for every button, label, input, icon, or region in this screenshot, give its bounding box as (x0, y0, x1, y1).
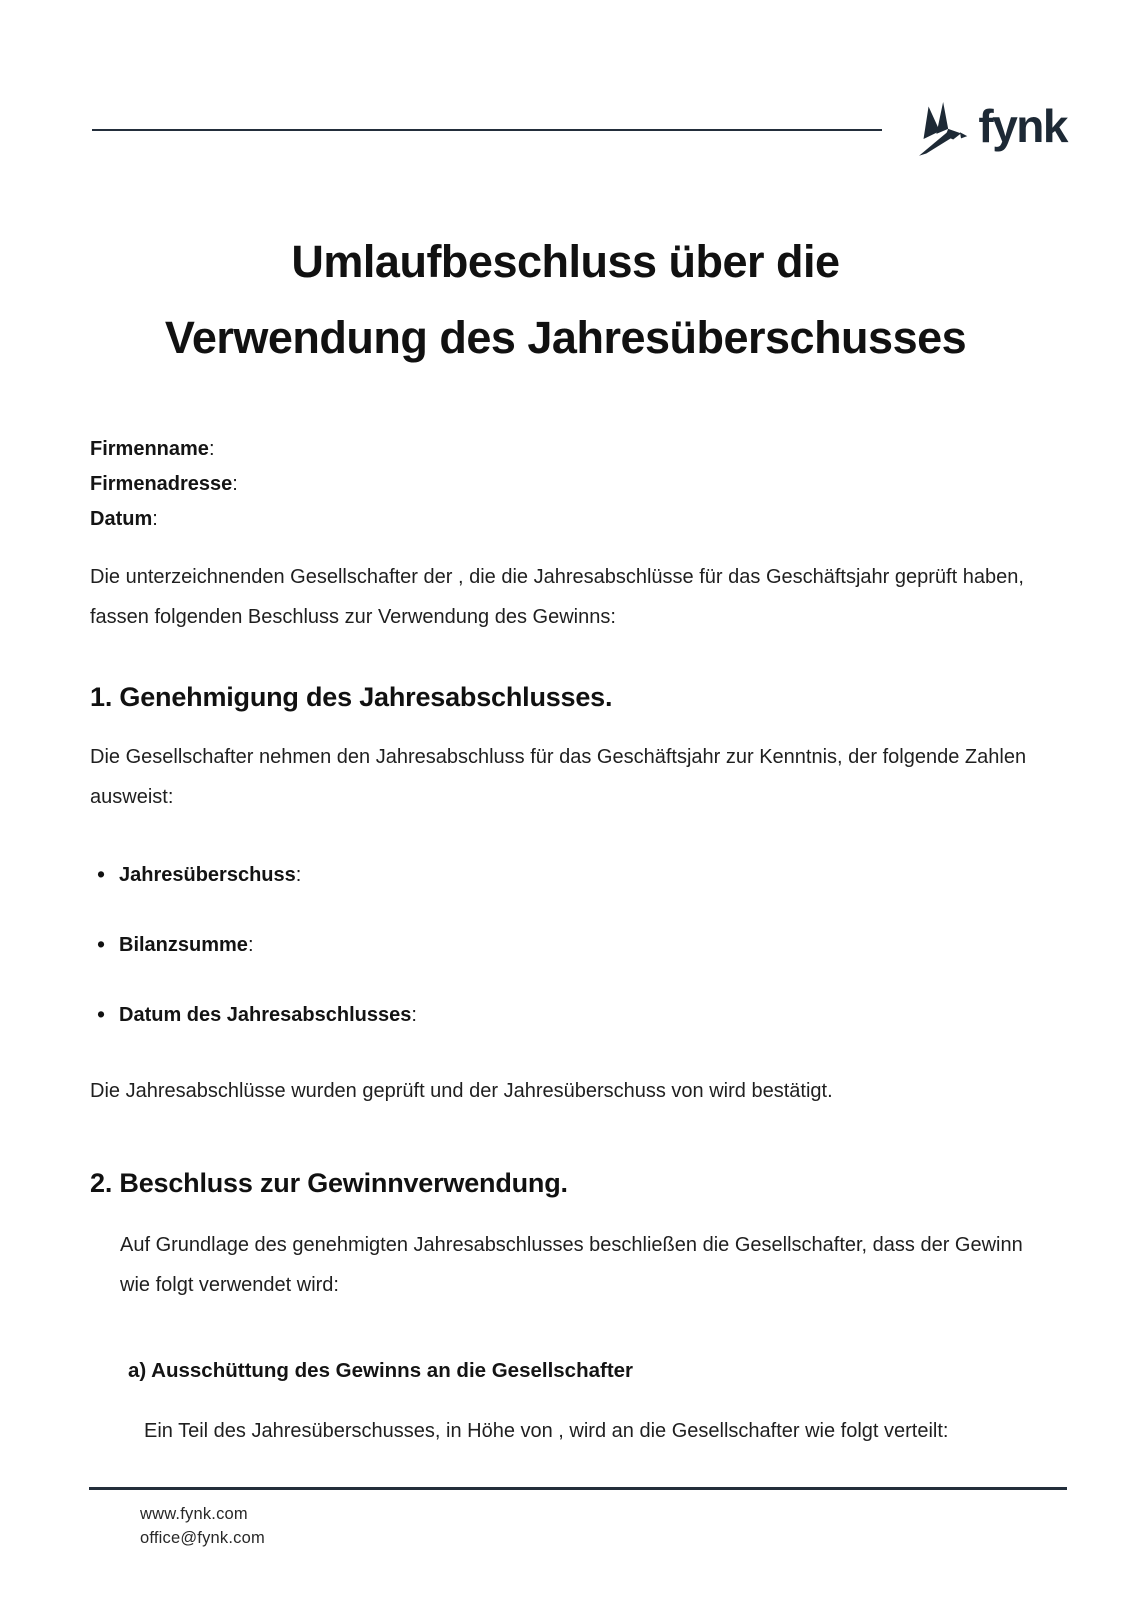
footer-website-link[interactable]: www.fynk.com (140, 1505, 248, 1523)
section-2-intro: Auf Grundlage des genehmigten Jahresabschlusses beschließen die Gesellschafter, dass der Gewinn wie folgt verwendet wird: (120, 1234, 1023, 1296)
list-item (90, 861, 1043, 889)
bullet-label: Datum des Jahresabschlusses (119, 1004, 412, 1026)
brand-logo (914, 100, 1067, 160)
page-footer (89, 1487, 1067, 1550)
subsection-a-body: Ein Teil des Jahresüberschusses, in Höhe von , wird an die Gesellschafter wie folgt verteilt: (144, 1420, 949, 1442)
footer-email-link[interactable]: office@fynk.com (140, 1529, 265, 1547)
bullet-icon: • (97, 861, 106, 887)
document-title-line1: Umlaufbeschluss über die (291, 236, 840, 287)
meta-fields (90, 432, 1043, 537)
bullet-icon: • (97, 931, 106, 957)
document-body (90, 432, 1043, 1451)
bullet-icon: • (97, 1001, 106, 1027)
field-datum-label: Datum (90, 508, 153, 530)
section-1-closing: Die Jahresabschlüsse wurden geprüft und der Jahresüberschuss von wird bestätigt. (90, 1080, 833, 1102)
field-firmenadresse-colon: : (232, 473, 238, 495)
bullet-colon: : (247, 934, 254, 956)
bullet-label: Jahresüberschuss (119, 864, 296, 886)
field-firmenname-colon: : (208, 438, 215, 460)
field-firmenadresse-label: Firmenadresse (90, 473, 233, 495)
document-title-line2: Verwendung des Jahresüberschusses (164, 312, 967, 363)
intro-paragraph: Die unterzeichnenden Gesellschafter der , die die Jahresabschlüsse für das Geschäftsjahr geprüft haben, fassen folgenden Beschluss zur Verwendung des Gewinns: (90, 566, 1024, 628)
field-firmenname-label: Firmenname (90, 438, 209, 460)
document-title (40, 224, 1091, 376)
bullet-colon: : (411, 1004, 417, 1026)
footer-rule (89, 1487, 1067, 1490)
subsection-a-heading: a) Ausschüttung des Gewinns an die Gesellschafter (128, 1359, 634, 1382)
list-item (90, 1001, 1043, 1029)
field-firmenadresse (90, 467, 1043, 502)
footer-links (140, 1502, 1067, 1550)
bullet-colon: : (295, 864, 302, 886)
field-datum-colon: : (152, 508, 158, 530)
section-1-heading: 1. Genehmigung des Jahresabschlusses. (90, 682, 613, 712)
header-rule (92, 129, 882, 131)
bullet-label: Bilanzsumme (119, 934, 248, 956)
list-item (90, 931, 1043, 959)
section-1-intro: Die Gesellschafter nehmen den Jahresabschluss für das Geschäftsjahr zur Kenntnis, der folgende Zahlen ausweist: (90, 746, 1027, 808)
field-datum (90, 502, 1043, 537)
brand-wordmark: fynk (978, 100, 1067, 152)
section-1-bullet-list (90, 861, 1043, 1029)
field-firmenname (90, 432, 1043, 467)
page-header (92, 96, 1067, 164)
section-2-heading: 2. Beschluss zur Gewinnverwendung. (90, 1168, 568, 1198)
origami-crane-icon (914, 100, 970, 160)
